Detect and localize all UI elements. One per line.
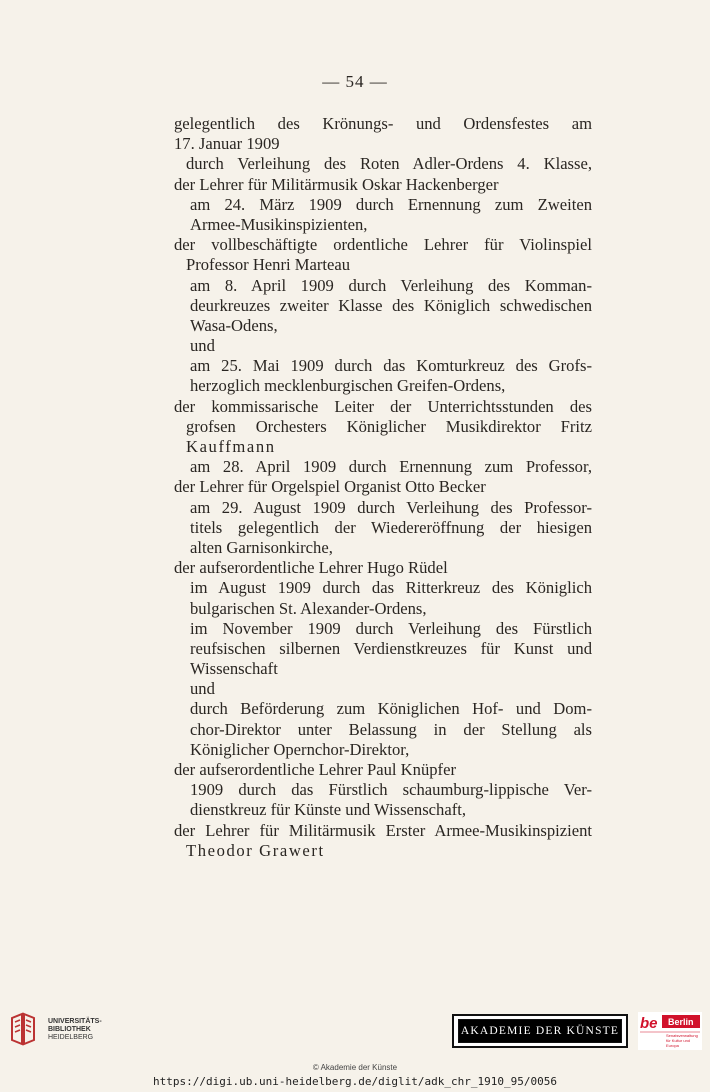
text-line: am 8. April 1909 durch Verleihung des Komman- [190, 275, 592, 295]
text-line: bulgarischen St. Alexander-Ordens, [190, 598, 427, 618]
berlin-be: be [640, 1015, 658, 1032]
text-line: grofsen Orchesters Königlicher Musikdirektor Fritz [186, 416, 592, 436]
copyright-notice: © Akademie der Künste [312, 1063, 398, 1072]
source-url[interactable]: https://digi.ub.uni-heidelberg.de/diglit/adk_chr_1910_95/0056 [153, 1075, 557, 1088]
text-line: der aufserordentliche Lehrer Hugo Rüdel [174, 558, 448, 578]
akademie-logo[interactable] [452, 1014, 628, 1048]
text-line: Armee-Musikinspizienten, [190, 214, 368, 234]
text-line: am 25. Mai 1909 durch das Komturkreuz des Grofs- [190, 356, 592, 376]
ub-text [48, 1018, 102, 1042]
text-line: Königlicher Opernchor-Direktor, [190, 739, 410, 759]
ub-line-2: BIBLIOTHEK [48, 1026, 91, 1033]
text-line: dienstkreuz für Künste und Wissenschaft, [190, 800, 466, 820]
ub-line-1: UNIVERSITÄTS- [48, 1018, 102, 1025]
text-line: 1909 durch das Fürstlich schaumburg-lippische Ver- [190, 780, 592, 800]
ub-line-3: HEIDELBERG [48, 1034, 94, 1041]
text-line: im November 1909 durch Verleihung des Fürstlich [190, 618, 592, 638]
text-line: am 29. August 1909 durch Verleihung des Professor- [190, 497, 592, 517]
ub-crest-icon [8, 1012, 38, 1048]
text-line: herzoglich mecklenburgischen Greifen-Ordens, [190, 376, 506, 396]
text-line: Professor Henri Marteau [186, 255, 351, 275]
text-line: der Lehrer für Orgelspiel Organist Otto Becker [174, 477, 486, 497]
text-line: am 28. April 1909 durch Ernennung zum Professor, [190, 457, 592, 477]
university-library-logo[interactable] [8, 1010, 118, 1050]
akademie-label: AKADEMIE DER KÜNSTE [458, 1019, 622, 1043]
text-line: durch Verleihung des Roten Adler-Ordens 4. Klasse, [186, 154, 592, 174]
text-line: der Lehrer für Militärmusik Oskar Hackenberger [174, 174, 499, 194]
text-line: chor-Direktor unter Belassung in der Stellung als [190, 719, 592, 739]
text-line: der Lehrer für Militärmusik Erster Armee-Musikinspizient [174, 820, 592, 840]
berlin-logo-icon [638, 1012, 702, 1050]
text-line: der aufserordentliche Lehrer Paul Knüpfer [174, 760, 456, 779]
text-line: reufsischen silbernen Verdienstkreuzes für Kunst und [190, 638, 592, 658]
text-line: und [190, 679, 215, 699]
berlin-word: Berlin [668, 1017, 694, 1027]
text-line: alten Garnisonkirche, [190, 537, 333, 557]
berlin-subtitle: Senatsverwaltung für Kultur und Europa [666, 1033, 698, 1048]
text-line: Kauffmann [186, 437, 276, 456]
text-line: gelegentlich des Krönungs- und Ordensfestes am [174, 114, 592, 133]
page-number: — 54 — [322, 72, 388, 91]
text-line: 17. Januar 1909 [174, 134, 280, 154]
body-text [174, 114, 592, 861]
text-line: am 24. März 1909 durch Ernennung zum Zweiten [190, 194, 592, 214]
berlin-senate-logo[interactable] [638, 1012, 702, 1050]
text-line: im August 1909 durch das Ritterkreuz des Königlich [190, 578, 592, 598]
text-line: Wasa-Odens, [190, 315, 278, 335]
text-line: durch Beförderung zum Königlichen Hof- und Dom- [190, 699, 592, 719]
text-line: und [190, 336, 215, 356]
text-line: Theodor Grawert [186, 840, 325, 860]
text-line: titels gelegentlich der Wiedereröffnung der hiesigen [190, 517, 592, 537]
text-line: der kommissarische Leiter der Unterrichtsstunden des [174, 396, 592, 416]
text-line: der vollbeschäftigte ordentliche Lehrer für Violinspiel [174, 235, 592, 255]
text-line: deurkreuzes zweiter Klasse des Königlich schwedischen [190, 295, 592, 315]
text-line: Wissenschaft [190, 659, 278, 679]
footer-logos [0, 1010, 710, 1055]
